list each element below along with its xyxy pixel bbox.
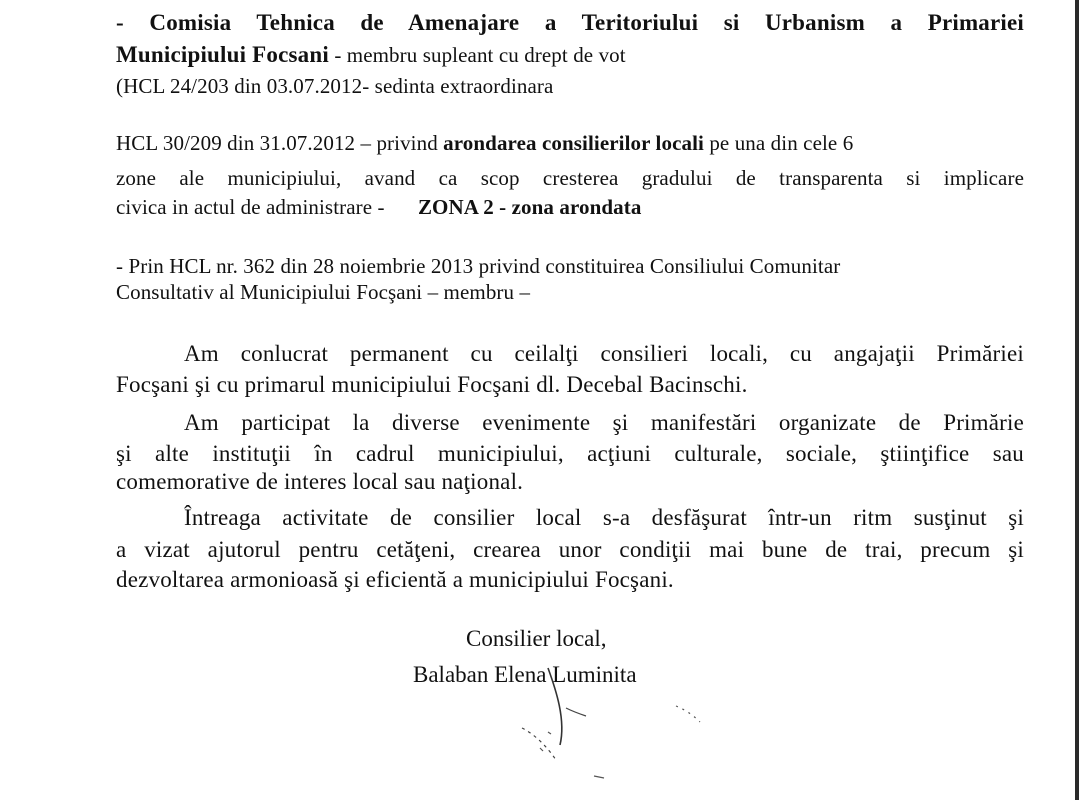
text-line-5: zone ale municipiului, avand ca scop cresterea gradului de transparenta si implicare [116, 166, 1024, 190]
text-line-1: - Comisia Tehnica de Amenajare a Teritoriului si Urbanism a Primariei [116, 10, 1024, 35]
scan-edge [1075, 0, 1079, 800]
text-line-2 [116, 42, 1024, 68]
text-line-13: comemorative de interes local sau naţional. [116, 469, 524, 494]
municipality-name: Municipiului Focsani [116, 42, 329, 67]
membership-role: - membru supleant cu drept de vot [328, 43, 626, 67]
text-line-4 [116, 130, 1024, 156]
text-line-14: Întreaga activitate de consilier local s-a desfăşurat într-un ritm susţinut şi [184, 505, 1024, 530]
zones-phrase: pe una din cele 6 [703, 131, 854, 155]
signature-name: Balaban Elena Luminita [413, 662, 637, 687]
text-line-7: - Prin HCL nr. 362 din 28 noiembrie 2013 privind constituirea Consiliului Comunitar [116, 254, 841, 278]
text-line-10: Focşani şi cu primarul municipiului Focşani dl. Decebal Bacinschi. [116, 372, 748, 397]
zone-label: ZONA 2 - zona arondata [417, 195, 642, 219]
text-line-9: Am conlucrat permanent cu ceilalţi consilieri locali, cu angajaţii Primăriei [184, 341, 1024, 366]
signature-title: Consilier local, [466, 626, 607, 651]
allocation-phrase: arondarea consilierilor locali [443, 131, 704, 155]
hcl-reference: HCL 30/209 din 31.07.2012 – privind [116, 131, 444, 155]
text-line-15: a vizat ajutorul pentru cetăţeni, crearea unor condiţii mai bune de trai, precum şi [116, 537, 1024, 562]
text-line-3: (HCL 24/203 din 03.07.2012- sedinta extraordinara [116, 74, 554, 98]
text-line-16: dezvoltarea armonioasă şi eficientă a municipiului Focşani. [116, 567, 674, 592]
text-line-12: şi alte instituţii în cadrul municipiului, acţiuni culturale, sociale, ştiinţifice sau [116, 441, 1024, 466]
text-line-6 [116, 194, 1024, 220]
text-line-8: Consultativ al Municipiului Focşani – membru – [116, 280, 531, 304]
administration-phrase: civica in actul de administrare - [116, 195, 390, 219]
text-line-11: Am participat la diverse evenimente şi manifestări organizate de Primărie [184, 410, 1024, 435]
